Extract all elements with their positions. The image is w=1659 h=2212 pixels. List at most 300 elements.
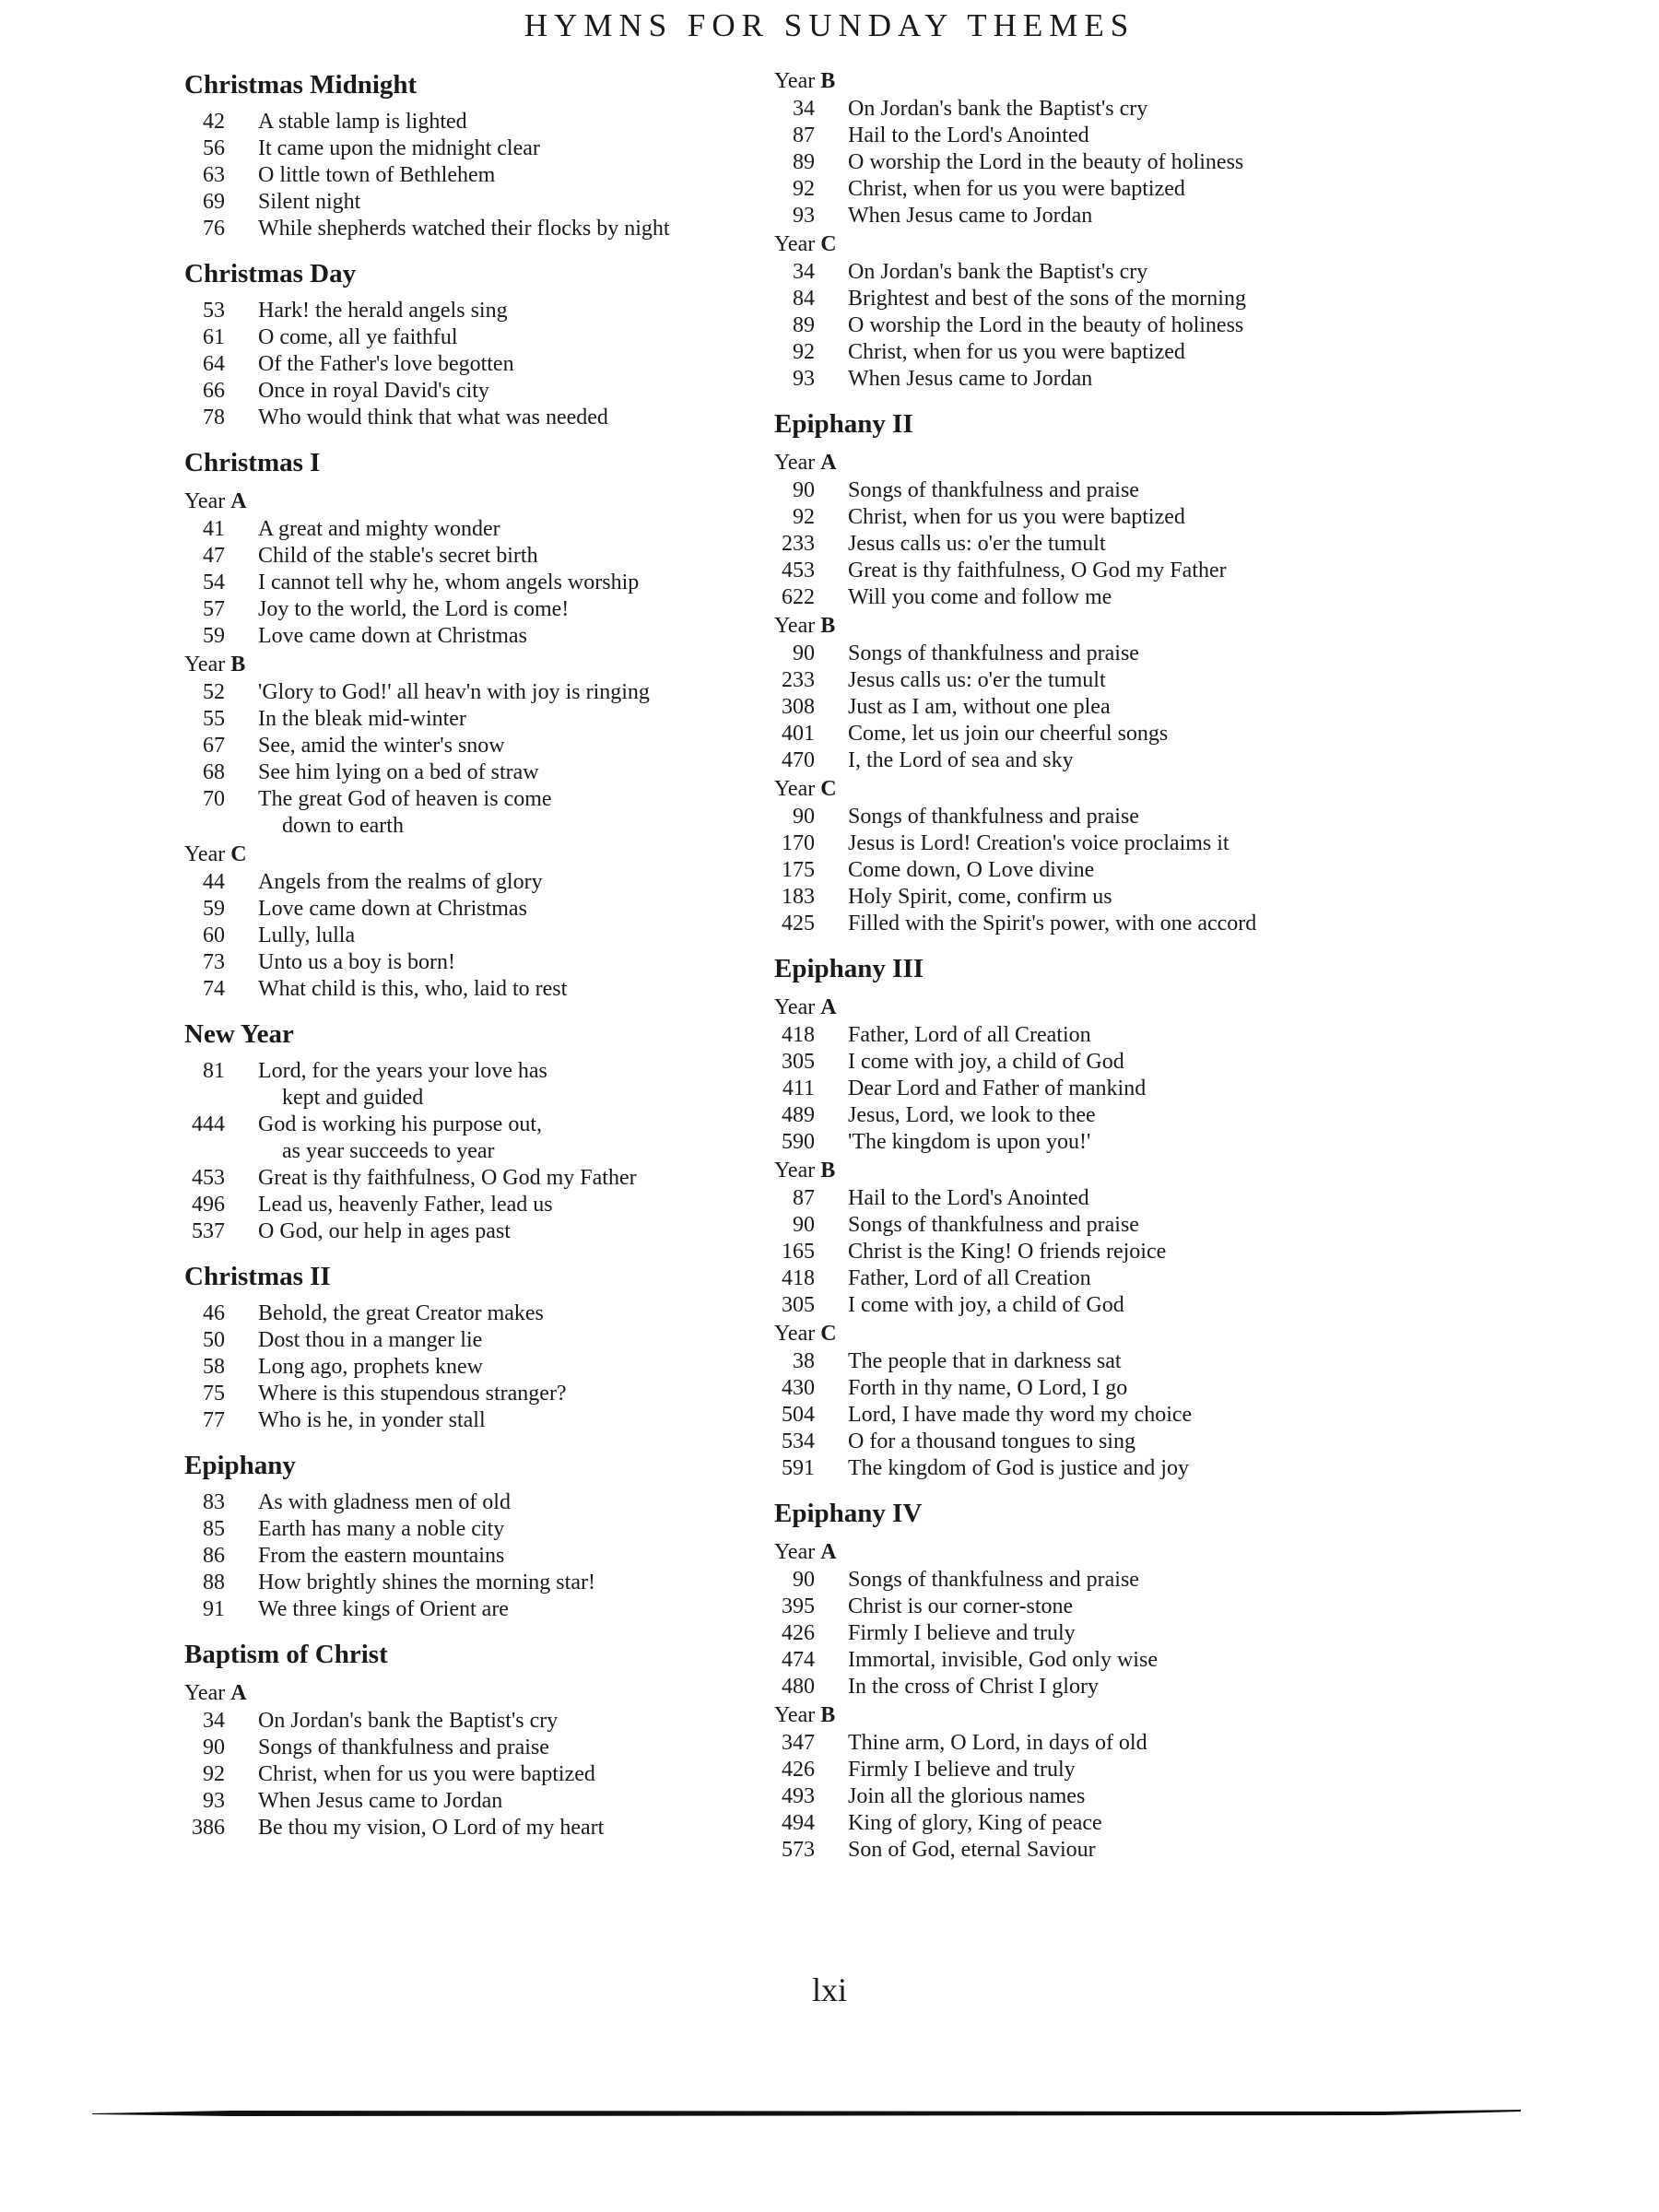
year-label xyxy=(184,1678,774,1708)
hymn-title-text: Join all the glorious names xyxy=(848,1784,1086,1808)
hymn-title-text: On Jordan's bank the Baptist's cry xyxy=(258,1709,559,1733)
year-word: Year xyxy=(774,69,821,93)
hymn-title xyxy=(258,923,355,949)
hymn-title xyxy=(848,1022,1091,1049)
hymn-title-text: Father, Lord of all Creation xyxy=(848,1266,1091,1290)
hymn-title-text: Immortal, invisible, God only wise xyxy=(848,1648,1158,1672)
year-word: Year xyxy=(774,777,821,801)
hymn-title-text: Who is he, in yonder stall xyxy=(258,1408,486,1432)
year-letter: A xyxy=(230,1681,247,1705)
hymn-title xyxy=(848,203,1092,229)
hymn-entry xyxy=(774,884,1419,911)
hymn-title-text: Holy Spirit, come, confirm us xyxy=(848,885,1112,909)
hymn-entry xyxy=(184,1708,774,1735)
section xyxy=(184,255,774,431)
hymn-number: 92 xyxy=(793,505,815,529)
hymn-title-text: Christ is our corner-stone xyxy=(848,1594,1074,1618)
hymn-entry xyxy=(184,1815,774,1841)
hymn-number: 430 xyxy=(782,1376,815,1400)
hymn-number: 426 xyxy=(782,1621,815,1645)
section xyxy=(184,1636,774,1841)
hymn-entry xyxy=(774,1375,1419,1402)
hymn-entry xyxy=(774,176,1419,203)
year-word: Year xyxy=(774,1322,821,1346)
hymn-entry xyxy=(184,324,774,351)
hymn-title xyxy=(258,1218,511,1245)
section xyxy=(184,1447,774,1623)
hymn-number: 58 xyxy=(203,1355,225,1379)
hymn-title-text: O for a thousand tongues to sing xyxy=(848,1430,1135,1453)
hymn-entry xyxy=(184,351,774,378)
hymn-number: 84 xyxy=(793,287,815,311)
hymn-title xyxy=(848,1647,1158,1674)
hymn-number: 87 xyxy=(793,1186,815,1210)
hymn-number: 70 xyxy=(203,787,225,811)
hymn-title-text: 'The kingdom is upon you!' xyxy=(848,1130,1091,1154)
hymn-title-text: In the bleak mid-winter xyxy=(258,707,466,731)
hymn-title xyxy=(848,1757,1076,1783)
hymn-number: 305 xyxy=(782,1293,815,1317)
year-word: Year xyxy=(774,1159,821,1182)
year-word: Year xyxy=(774,1540,821,1564)
hymn-title xyxy=(258,1815,604,1841)
hymn-number: 64 xyxy=(203,352,225,376)
section-heading: Epiphany III xyxy=(774,954,924,983)
section xyxy=(184,444,774,1003)
hymn-number: 85 xyxy=(203,1517,225,1541)
hymn-entry xyxy=(774,477,1419,504)
hymn-number: 494 xyxy=(782,1811,815,1835)
hymn-title xyxy=(848,667,1106,694)
hymn-title-text: Songs of thankfulness and praise xyxy=(848,1568,1139,1592)
hymn-entry xyxy=(774,1212,1419,1239)
hymn-title-text: Just as I am, without one plea xyxy=(848,695,1111,719)
hymn-title-text: Forth in thy name, O Lord, I go xyxy=(848,1376,1128,1400)
hymn-entry xyxy=(184,1788,774,1815)
hymn-number: 59 xyxy=(203,624,225,648)
hymn-title-text: The people that in darkness sat xyxy=(848,1349,1122,1373)
hymn-title xyxy=(258,733,505,759)
hymn-entry xyxy=(774,1730,1419,1757)
hymn-entry xyxy=(184,679,774,706)
hymn-number: 86 xyxy=(203,1544,225,1568)
hymn-number: 444 xyxy=(192,1112,225,1136)
year-letter: B xyxy=(230,653,246,677)
hymn-entry xyxy=(774,339,1419,366)
hymn-entry xyxy=(774,1783,1419,1810)
hymn-title xyxy=(848,123,1089,149)
year-word: Year xyxy=(184,653,231,677)
hymn-title xyxy=(848,641,1139,667)
page-title: HYMNS FOR SUNDAY THEMES xyxy=(524,7,1135,43)
hymn-title-text: God is working his purpose out, xyxy=(258,1112,542,1136)
hymn-entry xyxy=(774,366,1419,393)
hymn-number: 57 xyxy=(203,597,225,621)
hymn-title xyxy=(848,1076,1146,1102)
section-heading: Epiphany IV xyxy=(774,1499,923,1528)
hymn-title xyxy=(258,351,514,378)
hymn-number: 90 xyxy=(793,805,815,829)
hymn-title-text: Angels from the realms of glory xyxy=(258,870,543,894)
hymn-title xyxy=(848,1783,1085,1810)
hymn-entry xyxy=(184,1489,774,1516)
hymn-number: 63 xyxy=(203,163,225,187)
hymn-number: 453 xyxy=(782,559,815,582)
hymn-title xyxy=(258,162,495,189)
hymn-title-text: Lord, I have made thy word my choice xyxy=(848,1403,1193,1427)
hymn-number: 55 xyxy=(203,707,225,731)
hymn-number: 59 xyxy=(203,897,225,921)
hymn-number: 60 xyxy=(203,924,225,947)
hymn-title-text: As with gladness men of old xyxy=(258,1490,511,1514)
hymn-entry xyxy=(184,189,774,216)
hymn-title xyxy=(848,1455,1189,1482)
hymn-title xyxy=(258,1596,509,1623)
hymn-number: 534 xyxy=(782,1430,815,1453)
hymn-title-text: Hail to the Lord's Anointed xyxy=(848,1186,1089,1210)
hymn-number: 88 xyxy=(203,1571,225,1594)
hymn-title xyxy=(848,531,1106,558)
hymn-title xyxy=(848,339,1185,366)
hymn-title-text: Songs of thankfulness and praise xyxy=(848,1213,1139,1237)
hymn-title-text: It came upon the midnight clear xyxy=(258,136,540,160)
section-heading: New Year xyxy=(184,1019,294,1049)
hymn-title-text: Dost thou in a manger lie xyxy=(258,1328,483,1352)
hymn-number: 90 xyxy=(793,478,815,502)
hymn-entry xyxy=(184,1516,774,1543)
hymn-entry xyxy=(774,667,1419,694)
hymn-number: 426 xyxy=(782,1758,815,1782)
hymn-title-text: Who would think that what was needed xyxy=(258,406,608,429)
hymn-title-text: Jesus is Lord! Creation's voice proclaims it xyxy=(848,831,1230,855)
hymn-number: 76 xyxy=(203,217,225,241)
hymn-title-text: Songs of thankfulness and praise xyxy=(848,478,1139,502)
hymn-entry xyxy=(774,1185,1419,1212)
hymn-entry xyxy=(184,1112,774,1165)
hymn-number: 170 xyxy=(782,831,815,855)
hymn-number: 308 xyxy=(782,695,815,719)
hymn-number: 93 xyxy=(793,204,815,228)
hymn-title-text: Silent night xyxy=(258,190,361,214)
hymn-entry xyxy=(184,596,774,623)
hymn-entry xyxy=(774,1567,1419,1594)
hymn-title xyxy=(258,1354,483,1381)
hymn-title xyxy=(848,312,1243,339)
hymn-entry xyxy=(184,109,774,135)
hymn-title-text: From the eastern mountains xyxy=(258,1544,505,1568)
hymn-title xyxy=(258,896,527,923)
hymn-number: 77 xyxy=(203,1408,225,1432)
hymn-title-text: Long ago, prophets knew xyxy=(258,1355,483,1379)
hymn-number: 81 xyxy=(203,1059,225,1083)
year-label xyxy=(774,1156,1419,1185)
year-letter: C xyxy=(820,232,837,256)
hymn-entry xyxy=(184,786,774,840)
hymn-number: 87 xyxy=(793,124,815,147)
year-letter: A xyxy=(820,995,837,1019)
hymn-title xyxy=(848,176,1185,203)
year-letter: A xyxy=(820,451,837,475)
hymn-title xyxy=(848,1620,1076,1647)
hymn-title xyxy=(848,1402,1192,1429)
hymn-entry xyxy=(774,558,1419,584)
hymn-title xyxy=(258,405,608,431)
hymn-number: 418 xyxy=(782,1266,815,1290)
hymn-entry xyxy=(184,759,774,786)
section-heading: Epiphany xyxy=(184,1451,296,1480)
year-label xyxy=(774,66,1419,96)
year-label xyxy=(774,448,1419,477)
hymn-title-text: Christ is the King! O friends rejoice xyxy=(848,1240,1167,1264)
hymn-entry xyxy=(774,694,1419,721)
year-letter: C xyxy=(820,777,837,801)
hymn-title-continuation: as year succeeds to year xyxy=(282,1139,495,1163)
hymn-title xyxy=(848,1265,1091,1292)
hymn-title-text: Thine arm, O Lord, in days of old xyxy=(848,1731,1147,1755)
hymn-entry xyxy=(184,976,774,1003)
hymn-title-text: Songs of thankfulness and praise xyxy=(258,1735,549,1759)
hymn-title-text: Christ, when for us you were baptized xyxy=(258,1762,595,1786)
hymn-title-text: O little town of Bethlehem xyxy=(258,163,496,187)
hymn-title-text: Filled with the Spirit's power, with one accord xyxy=(848,912,1257,935)
hymn-entry xyxy=(184,1327,774,1354)
hymn-title xyxy=(258,298,508,324)
year-label xyxy=(774,1537,1419,1567)
hymn-entry xyxy=(774,1402,1419,1429)
hymn-title xyxy=(258,1407,486,1434)
hymn-entry xyxy=(774,584,1419,611)
year-label xyxy=(774,774,1419,804)
hymn-title-text: On Jordan's bank the Baptist's cry xyxy=(848,260,1148,284)
hymn-title-text: I, the Lord of sea and sky xyxy=(848,748,1074,772)
hymn-entry xyxy=(184,1165,774,1192)
hymn-title xyxy=(848,1674,1099,1700)
year-label xyxy=(184,487,774,516)
hymn-title-text: O worship the Lord in the beauty of holiness xyxy=(848,313,1244,337)
hymn-title-text: When Jesus came to Jordan xyxy=(848,367,1093,391)
hymn-number: 34 xyxy=(203,1709,225,1733)
hymn-title xyxy=(258,324,458,351)
hymn-entry xyxy=(774,1810,1419,1837)
year-letter: B xyxy=(820,614,836,638)
hymn-entry xyxy=(774,1674,1419,1700)
hymn-title-text: Lord, for the years your love has xyxy=(258,1059,547,1083)
hymn-title xyxy=(848,96,1147,123)
hymn-title-text: Come down, O Love divine xyxy=(848,858,1095,882)
year-word: Year xyxy=(774,614,821,638)
hymn-entry xyxy=(184,623,774,650)
hymn-title xyxy=(848,1810,1102,1837)
hymn-title xyxy=(258,1708,558,1735)
hymn-title xyxy=(848,1348,1122,1375)
hymn-number: 90 xyxy=(793,1213,815,1237)
hymn-title-text: In the cross of Christ I glory xyxy=(848,1675,1099,1699)
hymn-title xyxy=(848,694,1111,721)
hymn-title-text: Dear Lord and Father of mankind xyxy=(848,1077,1147,1100)
hymn-title-text: How brightly shines the morning star! xyxy=(258,1571,595,1594)
hymn-title xyxy=(258,1761,595,1788)
hymn-number: 453 xyxy=(192,1166,225,1190)
hymn-title xyxy=(848,1594,1073,1620)
hymn-title xyxy=(848,584,1112,611)
year-label xyxy=(774,993,1419,1022)
hymn-entry xyxy=(184,378,774,405)
hymn-title-text: Where is this stupendous stranger? xyxy=(258,1382,567,1406)
hymn-title xyxy=(258,1570,595,1596)
hymn-entry xyxy=(184,1761,774,1788)
year-word: Year xyxy=(184,1681,231,1705)
hymn-number: 93 xyxy=(203,1789,225,1813)
hymn-title-text: The kingdom of God is justice and joy xyxy=(848,1456,1189,1480)
hymn-title-text: I come with joy, a child of God xyxy=(848,1293,1124,1317)
hymn-number: 347 xyxy=(782,1731,815,1755)
hymn-title-text: Love came down at Christmas xyxy=(258,897,527,921)
hymn-title xyxy=(848,1102,1096,1129)
hymn-title xyxy=(258,543,538,570)
hymn-entry xyxy=(774,747,1419,774)
hymn-title-text: Brightest and best of the sons of the morning xyxy=(848,287,1246,311)
hymn-entry xyxy=(774,1102,1419,1129)
hymn-entry xyxy=(184,405,774,431)
hymn-number: 41 xyxy=(203,517,225,541)
hymn-title xyxy=(258,1300,544,1327)
hymn-number: 401 xyxy=(782,722,815,746)
hymn-entry xyxy=(774,1455,1419,1482)
hymn-title xyxy=(848,1212,1139,1239)
hymn-title xyxy=(848,1129,1090,1156)
hymn-entry xyxy=(774,123,1419,149)
hymn-entry xyxy=(774,1757,1419,1783)
hymn-entry xyxy=(184,949,774,976)
hymn-number: 92 xyxy=(793,177,815,201)
hymn-entry xyxy=(774,1348,1419,1375)
hymn-title xyxy=(258,1165,637,1192)
hymn-title xyxy=(258,869,543,896)
hymn-entry xyxy=(774,1429,1419,1455)
hymn-title xyxy=(848,1239,1166,1265)
hymn-title xyxy=(258,135,540,162)
hymn-number: 165 xyxy=(782,1240,815,1264)
hymn-title xyxy=(258,1516,504,1543)
hymn-title-text: Unto us a boy is born! xyxy=(258,950,455,974)
hymn-title xyxy=(258,1327,482,1354)
hymn-entry xyxy=(184,162,774,189)
hymn-title xyxy=(258,1192,553,1218)
hymn-entry xyxy=(774,721,1419,747)
hymn-title-text: Great is thy faithfulness, O God my Father xyxy=(848,559,1227,582)
hymn-title-text: Songs of thankfulness and praise xyxy=(848,641,1139,665)
hymn-title-text: Great is thy faithfulness, O God my Father xyxy=(258,1166,637,1190)
year-word: Year xyxy=(184,842,231,866)
year-word: Year xyxy=(184,489,231,513)
year-word: Year xyxy=(774,995,821,1019)
hymn-title-text: O come, all ye faithful xyxy=(258,325,458,349)
hymn-entry xyxy=(184,1570,774,1596)
hymn-title-text: Songs of thankfulness and praise xyxy=(848,805,1139,829)
hymn-entry xyxy=(184,570,774,596)
hymn-number: 489 xyxy=(782,1103,815,1127)
hymn-title-text: Christ, when for us you were baptized xyxy=(848,340,1185,364)
hymn-entry xyxy=(184,135,774,162)
hymn-number: 75 xyxy=(203,1382,225,1406)
year-label xyxy=(184,840,774,869)
hymn-title-text: I cannot tell why he, whom angels worship xyxy=(258,571,640,594)
year-label xyxy=(184,650,774,679)
hymn-number: 90 xyxy=(793,641,815,665)
hymn-title xyxy=(258,570,639,596)
hymn-number: 175 xyxy=(782,858,815,882)
hymn-number: 591 xyxy=(782,1456,815,1480)
section xyxy=(774,950,1419,1482)
hymn-number: 537 xyxy=(192,1219,225,1243)
hymn-number: 233 xyxy=(782,532,815,556)
section xyxy=(184,1258,774,1434)
hymn-entry xyxy=(774,1647,1419,1674)
hymn-title xyxy=(258,596,569,623)
year-letter: C xyxy=(820,1322,837,1346)
hymn-title xyxy=(848,804,1139,830)
hymn-entry xyxy=(774,1049,1419,1076)
section-heading: Christmas II xyxy=(184,1262,331,1291)
hymn-title xyxy=(848,1185,1089,1212)
hymn-title-continuation: down to earth xyxy=(282,814,404,838)
hymn-number: 504 xyxy=(782,1403,815,1427)
hymn-number: 590 xyxy=(782,1130,815,1154)
hymn-title xyxy=(258,516,500,543)
year-letter: A xyxy=(230,489,247,513)
hymn-title xyxy=(258,216,670,242)
hymn-title-text: When Jesus came to Jordan xyxy=(258,1789,503,1813)
hymn-title xyxy=(258,623,527,650)
hymn-number: 622 xyxy=(782,585,815,609)
hymn-number: 493 xyxy=(782,1784,815,1808)
hymn-title xyxy=(258,1543,504,1570)
hymn-entry xyxy=(774,504,1419,531)
hymn-entry xyxy=(774,203,1419,229)
hymn-title xyxy=(258,976,567,1003)
hymn-title-text: See, amid the winter's snow xyxy=(258,734,505,758)
hymn-title xyxy=(258,1489,511,1516)
section xyxy=(774,1495,1419,1864)
hymn-title xyxy=(258,706,466,733)
hymn-entry xyxy=(184,733,774,759)
hymn-title-text: Christ, when for us you were baptized xyxy=(848,177,1185,201)
hymn-number: 78 xyxy=(203,406,225,429)
hymn-entry xyxy=(774,1239,1419,1265)
section-heading: Christmas Midnight xyxy=(184,70,418,100)
hymn-title-text: Father, Lord of all Creation xyxy=(848,1023,1091,1047)
hymn-number: 395 xyxy=(782,1594,815,1618)
hymn-entry xyxy=(774,1022,1419,1049)
hymn-title-text: O God, our help in ages past xyxy=(258,1219,511,1243)
hymn-title-text: The great God of heaven is come xyxy=(258,787,552,811)
hymn-title xyxy=(848,1837,1096,1864)
hymn-title-text: Once in royal David's city xyxy=(258,379,489,403)
hymn-title-text: A great and mighty wonder xyxy=(258,517,500,541)
hymn-number: 474 xyxy=(782,1648,815,1672)
hymn-title-text: Firmly I believe and truly xyxy=(848,1621,1076,1645)
hymn-number: 42 xyxy=(203,110,225,134)
hymn-title xyxy=(258,1735,549,1761)
hymn-title-text: Lully, lulla xyxy=(258,924,356,947)
hymn-number: 92 xyxy=(203,1762,225,1786)
hymn-number: 73 xyxy=(203,950,225,974)
hymn-number: 56 xyxy=(203,136,225,160)
hymn-title xyxy=(848,366,1092,393)
hymn-number: 34 xyxy=(793,97,815,121)
year-letter: B xyxy=(820,69,836,93)
hymn-title-text: Love came down at Christmas xyxy=(258,624,527,648)
